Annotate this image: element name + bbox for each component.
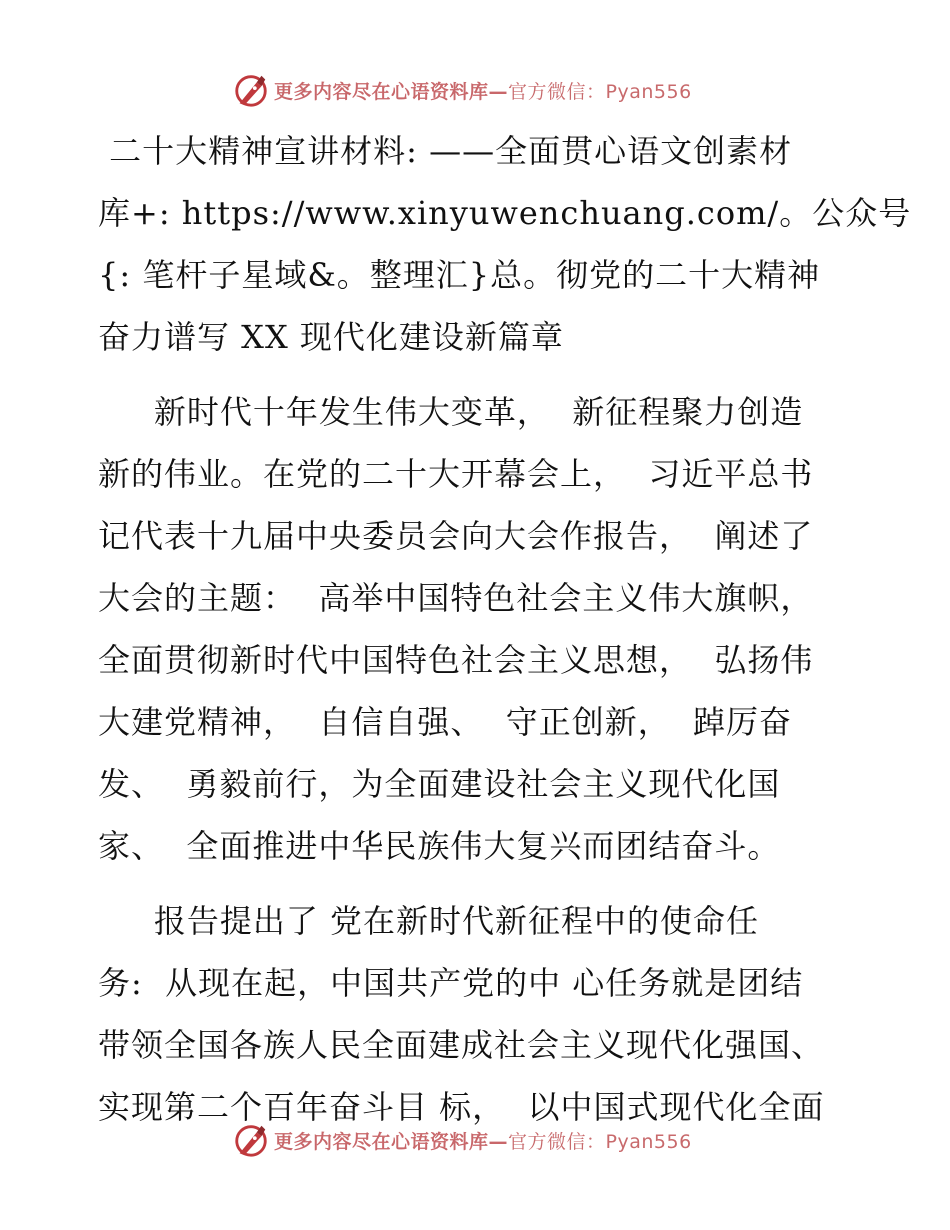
paragraph-2 bbox=[98, 890, 868, 1138]
paragraph-line: 记代表十九届中央委员会向大会作报告， 阐述了 bbox=[98, 517, 814, 555]
paragraph-line: 大建党精神， 自信自强、 守正创新， 踔厉奋 bbox=[98, 703, 793, 741]
pen-logo-icon bbox=[232, 1121, 270, 1159]
paragraph-1 bbox=[98, 381, 868, 877]
paragraph-line: 全面贯彻新时代中国特色社会主义思想， 弘扬伟 bbox=[98, 641, 814, 679]
paragraph-line: 带领全国各族人民全面建成社会主义现代化强国、 bbox=[98, 1026, 825, 1064]
paragraph-line: 务: 从现在起，中国共产党的中 心任务就是团结 bbox=[98, 964, 804, 1002]
document-body bbox=[98, 120, 912, 1138]
paragraph-line: 新时代十年发生伟大变革， 新征程聚力创造 bbox=[98, 393, 804, 431]
pen-logo-icon bbox=[232, 71, 270, 109]
paragraph-line: 家、 全面推进中华民族伟大复兴而团结奋斗。 bbox=[98, 827, 781, 865]
footer-watermark-contact: 官方微信：Pyan556 bbox=[508, 1130, 692, 1153]
paragraph-line: 实现第二个百年奋斗目 标， 以中国式现代化全面 bbox=[98, 1088, 825, 1126]
document-title bbox=[98, 120, 912, 368]
paragraph-line: 发、 勇毅前行，为全面建设社会主义现代化国 bbox=[98, 765, 781, 803]
paragraph-line: 新的伟业。在党的二十大开幕会上， 习近平总书 bbox=[98, 455, 814, 493]
title-line: 二十大精神宣讲材料: ——全面贯心语文创素材 bbox=[98, 132, 793, 170]
paragraph-line: 报告提出了 党在新时代新征程中的使命任 bbox=[98, 902, 760, 940]
header-watermark-text bbox=[274, 77, 692, 104]
footer-watermark-text bbox=[274, 1127, 692, 1154]
title-line: 库+: https://www.xinyuwenchuang.com/。公众号 bbox=[98, 194, 912, 232]
title-line: {: 笔杆子星域&。整理汇}总。彻党的二十大精神 bbox=[98, 256, 821, 294]
header-watermark-main: 更多内容尽在心语资料库— bbox=[274, 80, 509, 103]
paragraph-line: 大会的主题： 高举中国特色社会主义伟大旗帜， bbox=[98, 579, 814, 617]
title-line: 奋力谱写 XX 现代化建设新篇章 bbox=[98, 318, 564, 356]
header-watermark-banner bbox=[232, 70, 692, 110]
footer-watermark-banner bbox=[232, 1120, 692, 1160]
footer-watermark-main: 更多内容尽在心语资料库— bbox=[274, 1130, 509, 1153]
header-watermark-contact: 官方微信：Pyan556 bbox=[508, 80, 692, 103]
